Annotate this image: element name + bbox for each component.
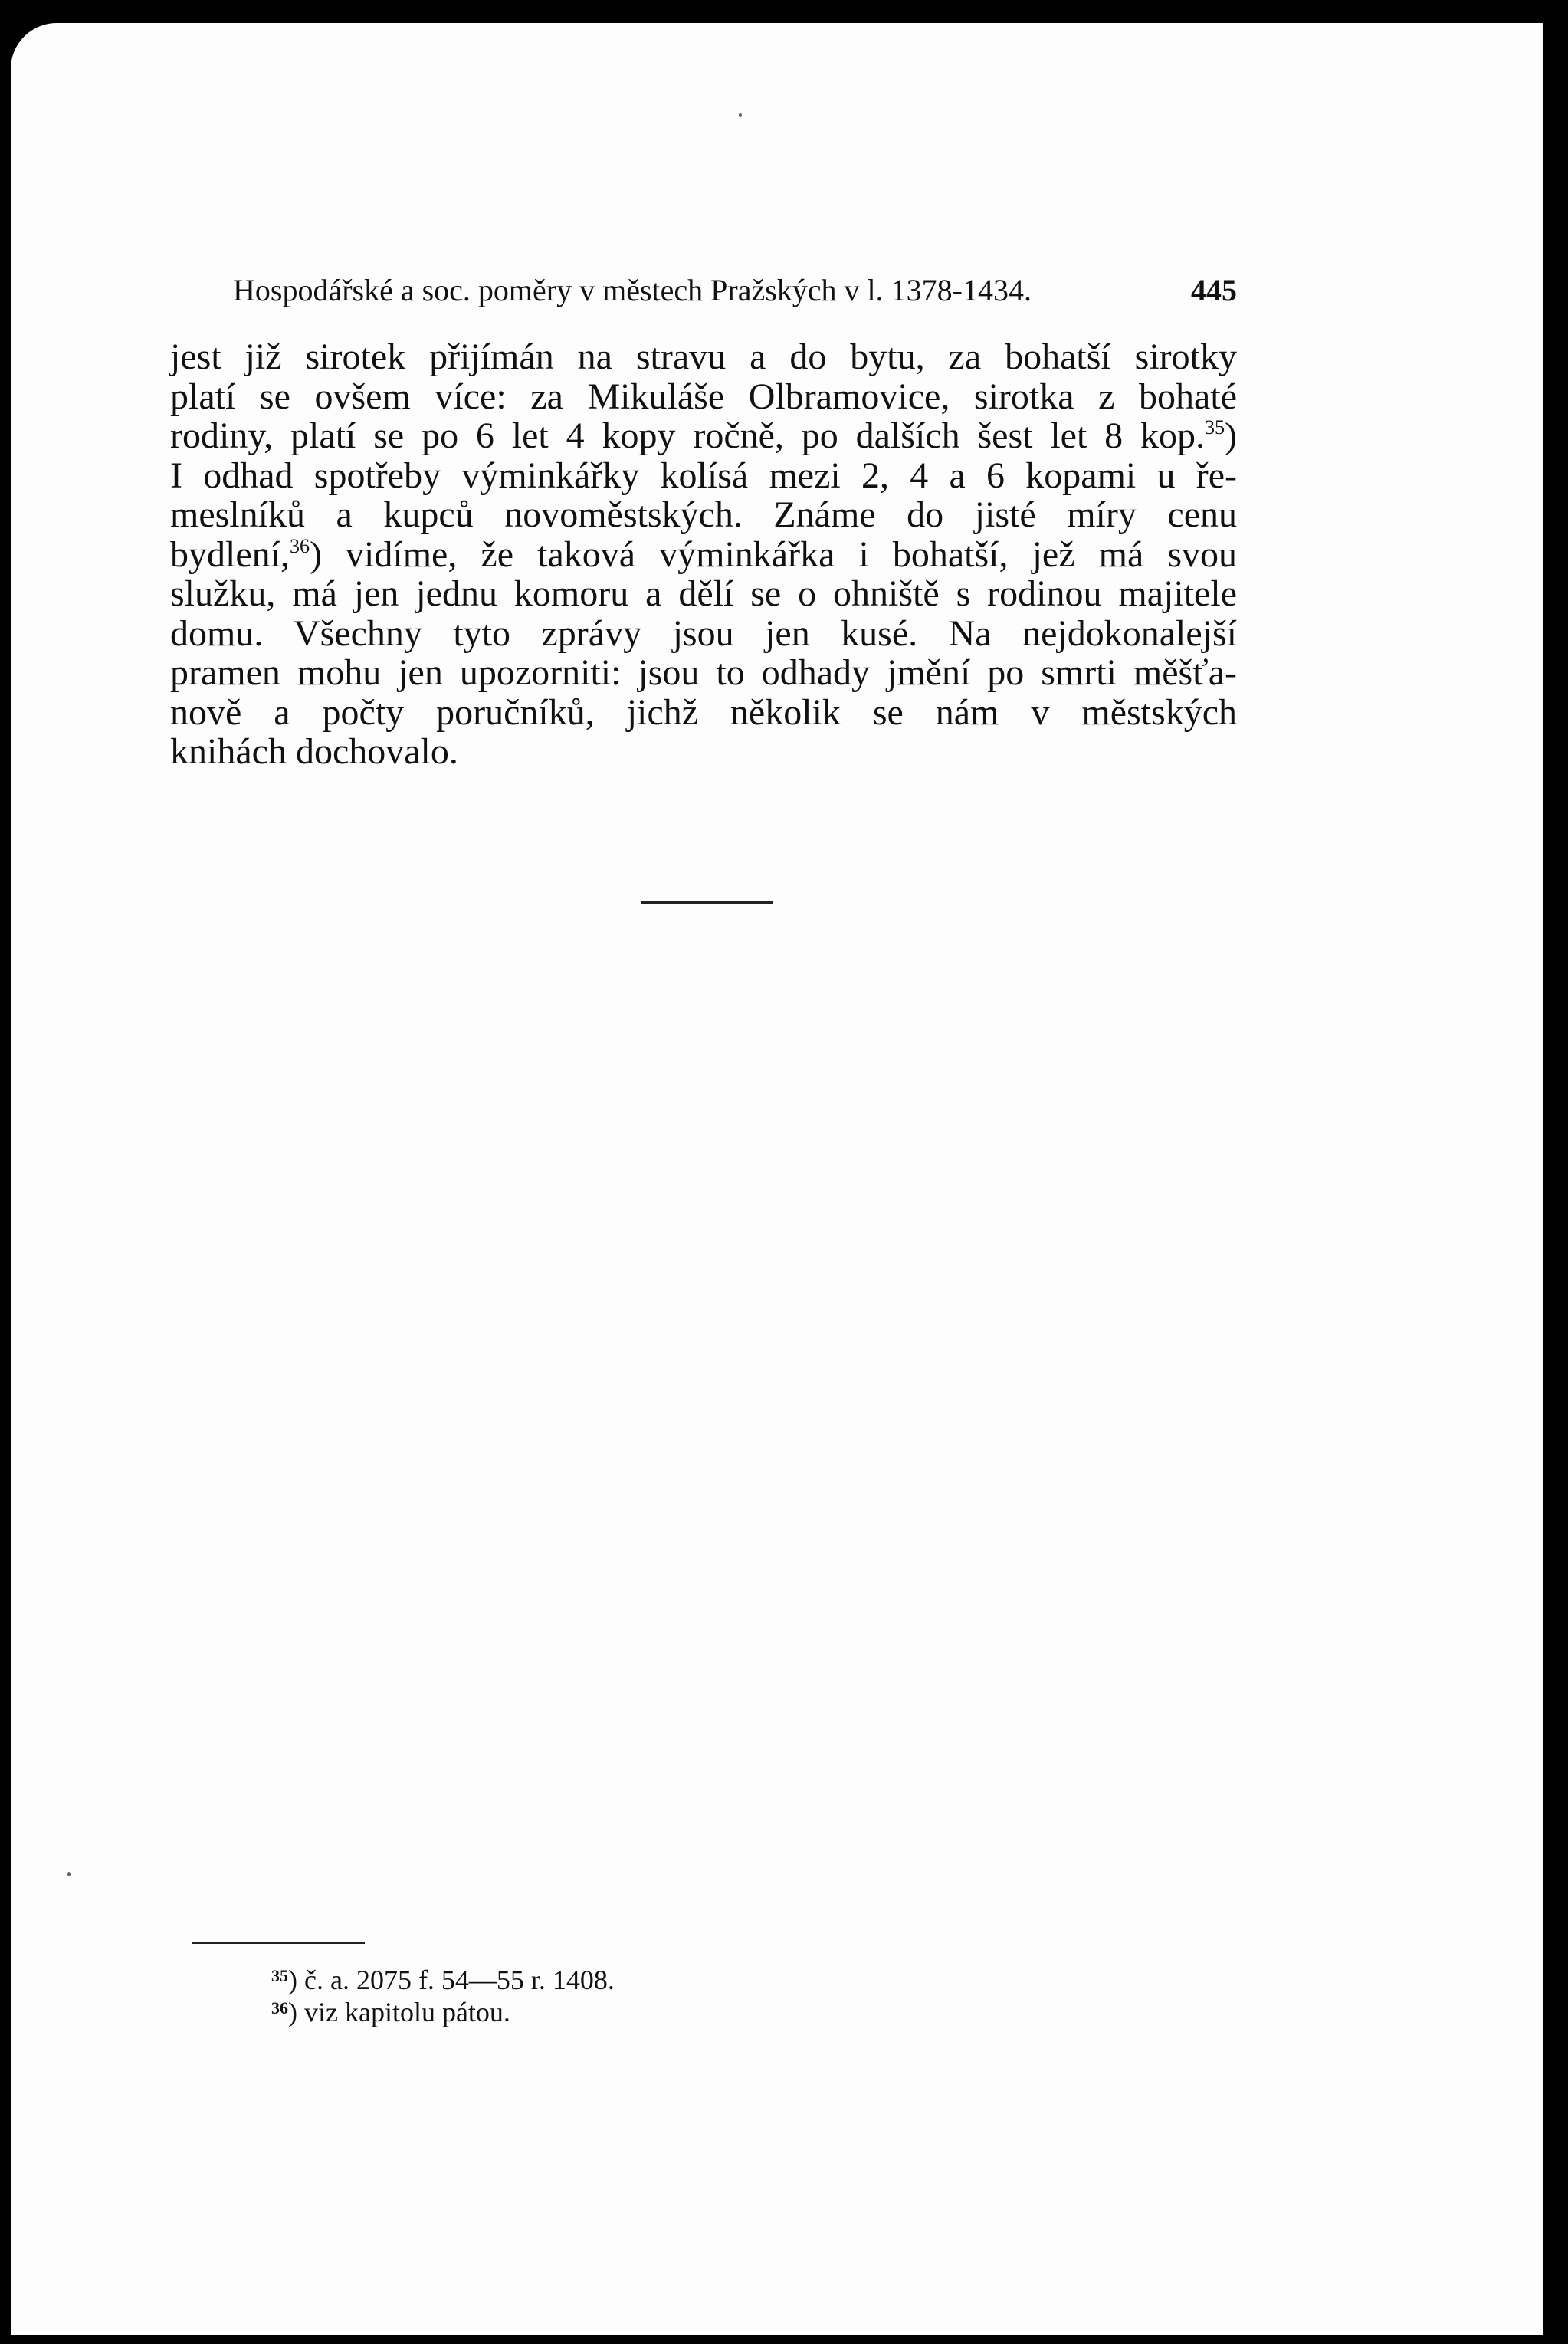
footnote-separator <box>192 1942 365 1944</box>
paragraph-line: rodiny, platí se po 6 let 4 kopy ročně, po dalších šest let 8 kop.$^{35}$) <box>170 415 1237 456</box>
footnote-text: ) č. a. 2075 f. 54—55 r. 1408. <box>288 1965 615 1995</box>
footnote-mark: 35 <box>271 1966 288 1985</box>
footnotes <box>271 1964 615 2028</box>
footnote-text: ) viz kapitolu pátou. <box>288 1997 510 2027</box>
footnote <box>271 1996 615 2028</box>
book-page <box>11 23 1543 2335</box>
footnote-mark: 36 <box>271 1998 288 2017</box>
paragraph-line: knihách dochovalo. <box>170 731 458 772</box>
paragraph-line: jest již sirotek přijímán na stravu a do bytu, za bohatší sirotky <box>170 336 1237 377</box>
paragraph-line: I odhad spotřeby výminkářky kolísá mezi 2, 4 a 6 kopami u ře- <box>170 455 1237 496</box>
scan-speck <box>67 1872 71 1876</box>
running-title: Hospodářské a soc. poměry v městech Pražských v l. 1378-1434. <box>233 273 1032 307</box>
paragraph-line: služku, má jen jednu komoru a dělí se o ohniště s rodinou majitele <box>170 573 1237 614</box>
main-paragraph <box>170 337 1237 772</box>
page-number: 445 <box>1191 273 1237 307</box>
paragraph-line: pramen mohu jen upozorniti: jsou to odhady jmění po smrti měšťa- <box>170 652 1237 693</box>
section-divider <box>641 901 773 904</box>
paragraph-line: bydlení,$^{36}$) vidíme, že taková výminkářka i bohatší, jež má svou <box>170 533 1237 575</box>
paragraph-line: platí se ovšem více: za Mikuláše Olbramovice, sirotka z bohaté <box>170 376 1237 417</box>
paragraph-line: meslníků a kupců novoměstských. Známe do jisté míry cenu <box>170 494 1237 535</box>
paragraph-line: domu. Všechny tyto zprávy jsou jen kusé. Na nejdokonalejší <box>170 612 1237 654</box>
footnote-reference: 36 <box>289 534 310 557</box>
footnote-reference: 35 <box>1205 416 1225 438</box>
running-header <box>233 272 1237 310</box>
scan-speck <box>739 113 742 117</box>
paragraph-line: nově a počty poručníků, jichž několik se nám v městských <box>170 691 1237 733</box>
footnote <box>271 1964 615 1996</box>
